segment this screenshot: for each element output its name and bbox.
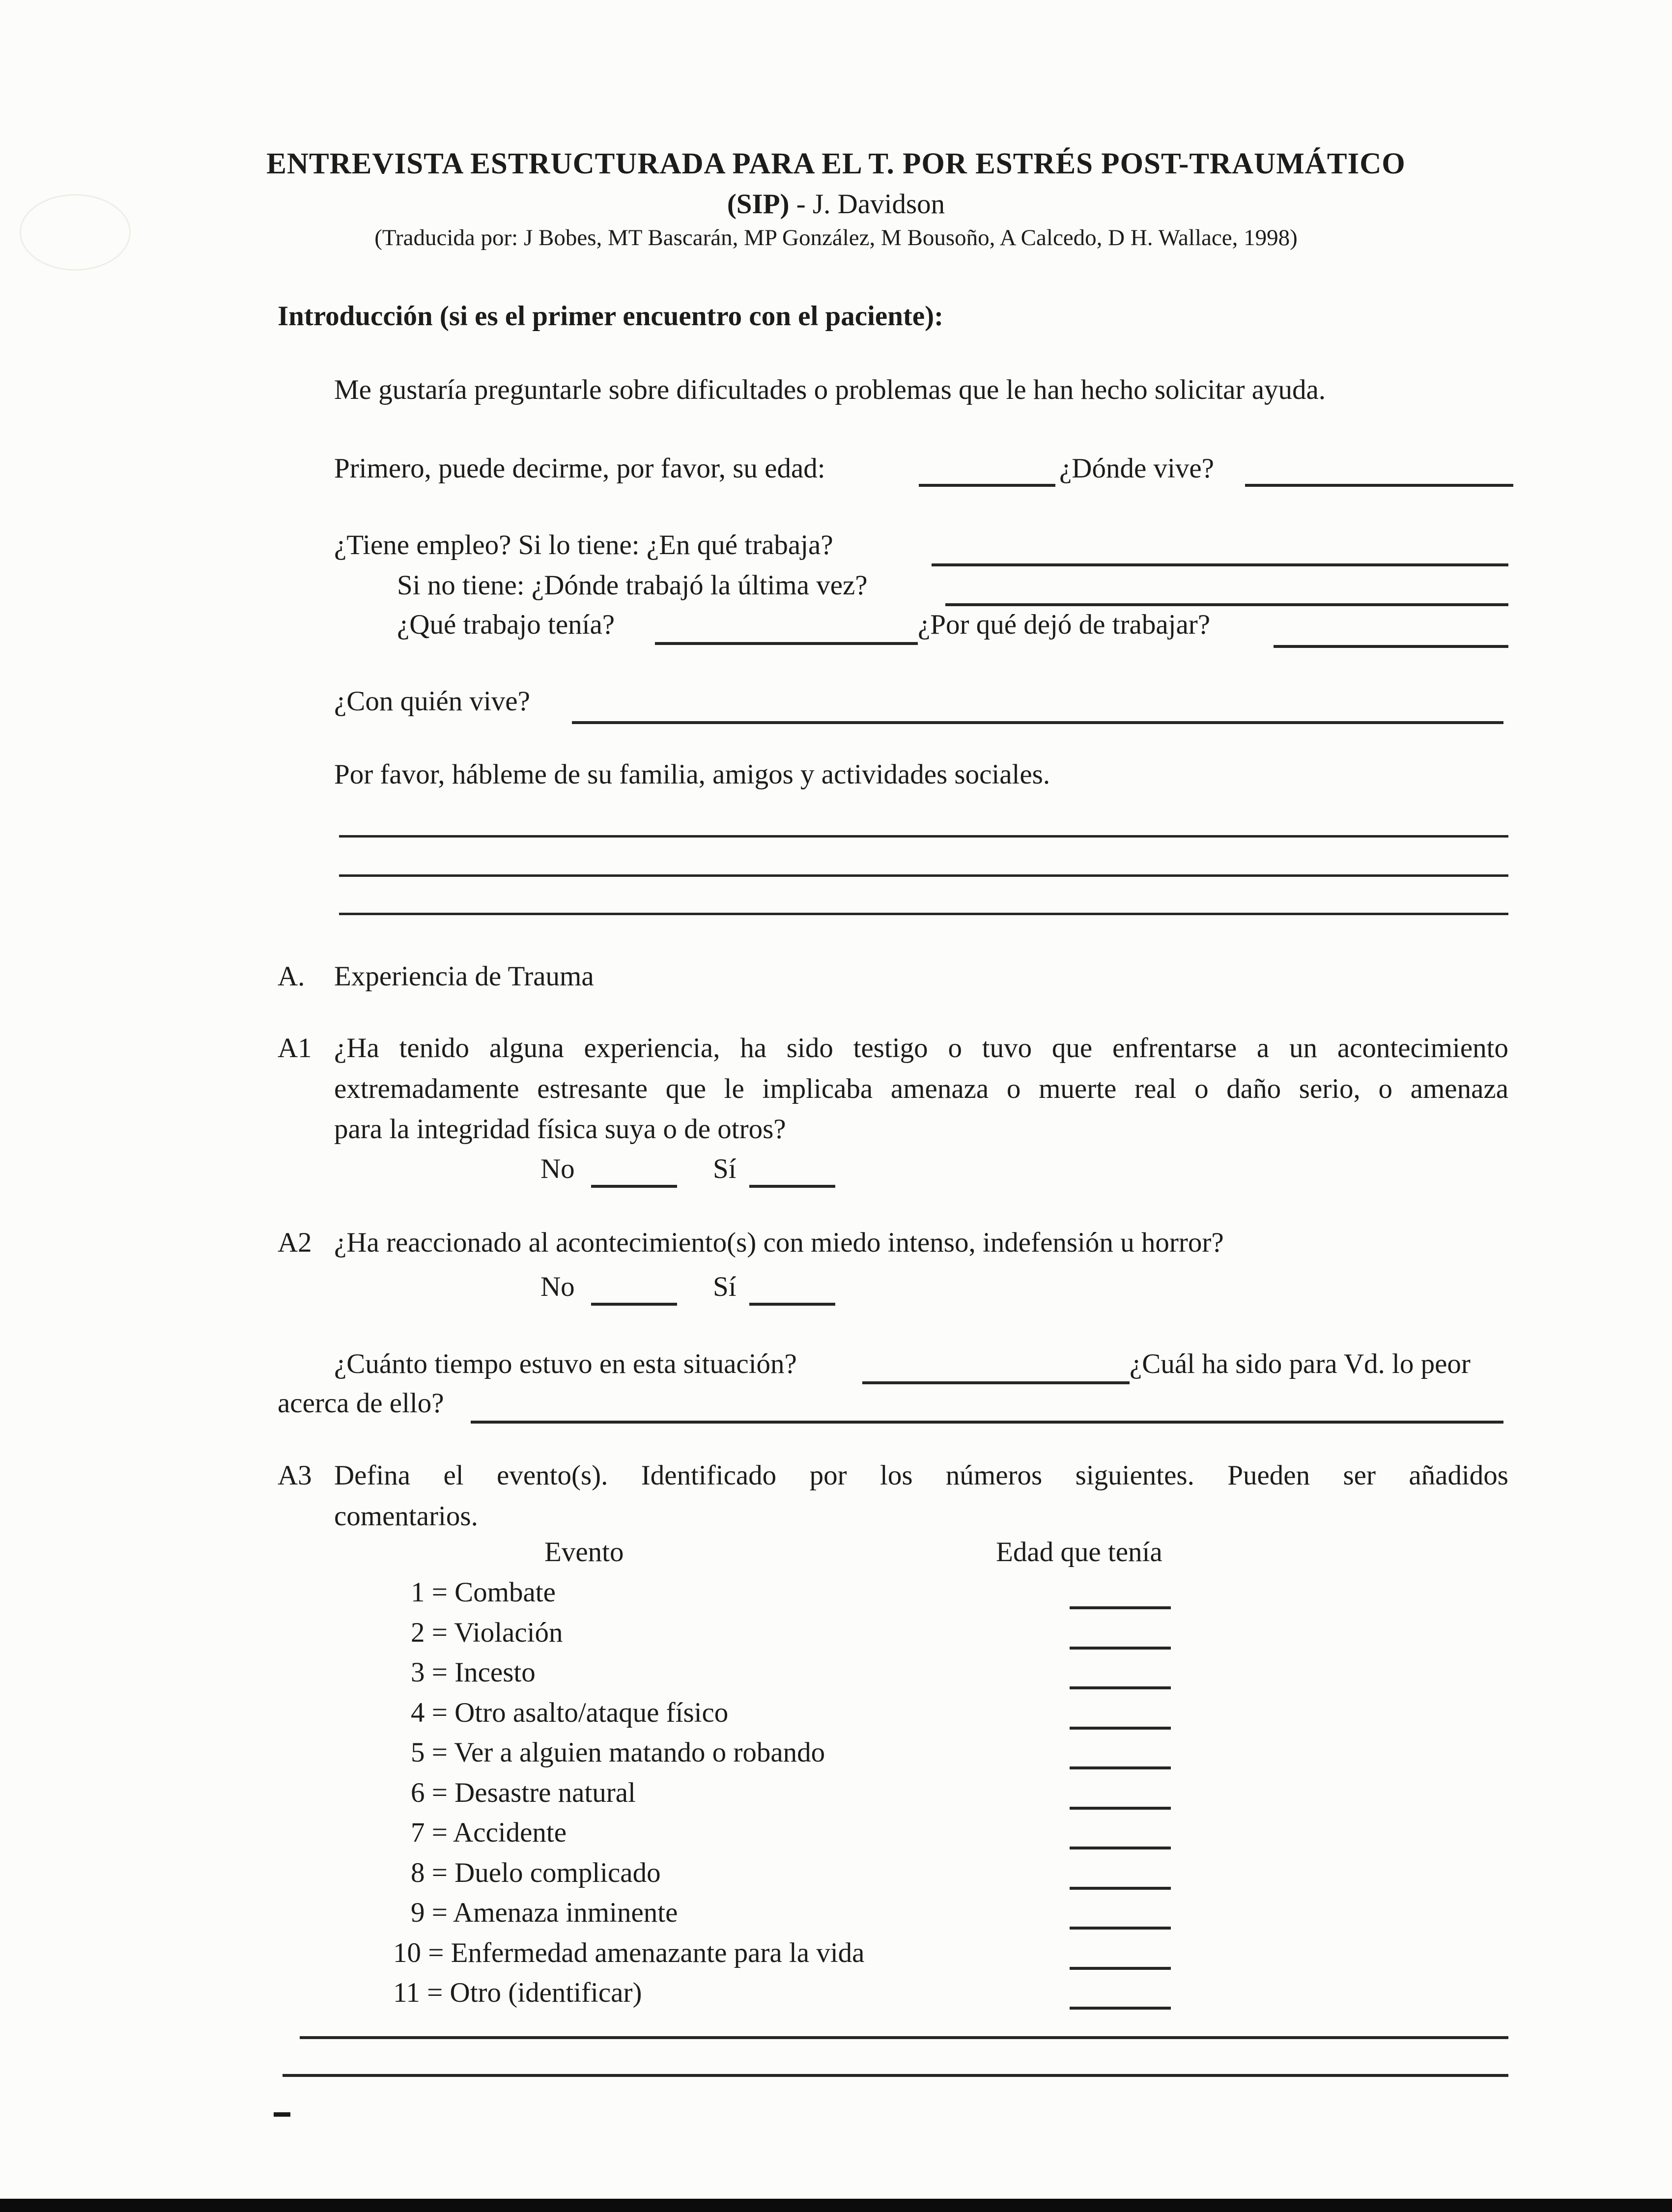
where-live-blank-line [1245,484,1513,487]
event-item-5: 5 = Ver a alguien matando o robando [411,1737,825,1768]
section-a-title: Experiencia de Trauma [334,961,594,992]
event-item-4: 4 = Otro asalto/ataque físico [411,1697,729,1728]
a2-question: ¿Ha reaccionado al acontecimiento(s) con miedo intenso, indefensión u horror? [334,1227,1224,1258]
notes-line-3 [339,913,1508,915]
event-item-7: 7 = Accidente [411,1817,567,1848]
notes-line-1 [339,835,1508,838]
a1-no-blank-line [591,1185,677,1188]
comments-line-1 [300,2036,1508,2039]
event-4-age-blank [1070,1727,1171,1730]
event-column-header: Evento [544,1537,624,1568]
a3-instruction-line2: comentarios. [334,1501,478,1532]
section-a-letter: A. [278,961,305,992]
event-item-6: 6 = Desastre natural [411,1777,636,1808]
where-live-label: ¿Dónde vive? [1059,453,1214,484]
event-item-3: 3 = Incesto [411,1657,536,1688]
event-2-age-blank [1070,1647,1171,1650]
age-blank-line [919,484,1055,487]
event-item-1: 1 = Combate [411,1577,556,1608]
event-6-age-blank [1070,1807,1171,1810]
event-10-age-blank [1070,1967,1171,1970]
event-item-11: 11 = Otro (identificar) [393,1977,642,2008]
event-11-age-blank [1070,2007,1171,2010]
intro-opening: Me gustaría preguntarle sobre dificultades o problemas que le han hecho solicitar ayuda. [334,374,1326,405]
a3-instruction-line1: Defina el evento(s). Identificado por los números siguientes. Pueden ser añadidos [334,1460,1508,1491]
why-left-label: ¿Por qué dejó de trabajar? [918,609,1211,640]
worst-blank-line [471,1421,1503,1424]
duration-question-label: ¿Cuánto tiempo estuvo en esta situación? [334,1348,797,1379]
event-item-2: 2 = Violación [411,1617,563,1648]
what-job-blank-line [655,642,918,645]
event-item-8: 8 = Duelo complicado [411,1857,661,1888]
item-a3-number: A3 [278,1460,312,1491]
what-job-label: ¿Qué trabajo tenía? [397,609,615,640]
a1-yes-label: Sí [713,1153,737,1184]
age-question-label: Primero, puede decirme, por favor, su edad: [334,453,825,484]
stray-mark [274,2112,290,2117]
scan-edge [0,2199,1672,2212]
live-with-label: ¿Con quién vive? [334,686,530,717]
a1-no-label: No [540,1153,575,1184]
comments-line-2 [283,2074,1508,2077]
event-5-age-blank [1070,1766,1171,1769]
age-column-header: Edad que tenía [996,1537,1162,1568]
a2-yes-blank-line [749,1303,835,1306]
intro-heading: Introducción (si es el primer encuentro con el paciente): [278,301,944,332]
event-8-age-blank [1070,1887,1171,1890]
a1-question-line1: ¿Ha tenido alguna experiencia, ha sido testigo o tuvo que enfrentarse a un acontecimiento [334,1033,1508,1064]
subtitle-author: - J. Davidson [796,189,945,220]
event-1-age-blank [1070,1606,1171,1609]
translators-credit: (Traducida por: J Bobes, MT Bascarán, MP González, M Bousoño, A Calcedo, D H. Wallace, 1998) [374,225,1298,251]
a2-no-label: No [540,1271,575,1302]
a1-yes-blank-line [749,1185,835,1188]
live-with-blank-line [572,721,1503,724]
event-item-10: 10 = Enfermedad amenazante para la vida [393,1937,865,1968]
worst-question-label-part2: acerca de ello? [278,1388,444,1419]
notes-line-2 [339,874,1508,877]
event-9-age-blank [1070,1927,1171,1930]
event-item-9: 9 = Amenaza inminente [411,1897,678,1928]
document-subtitle [0,189,1672,220]
item-a2-number: A2 [278,1227,312,1258]
a2-no-blank-line [591,1303,677,1306]
why-left-blank-line [1274,645,1508,648]
last-job-blank-line [945,603,1508,606]
no-employment-label: Si no tiene: ¿Dónde trabajó la última vez? [397,570,868,601]
a2-yes-label: Sí [713,1271,737,1302]
item-a1-number: A1 [278,1033,312,1064]
employment-blank-line [932,563,1508,566]
document-title: ENTREVISTA ESTRUCTURADA PARA EL T. POR ESTRÉS POST-TRAUMÁTICO [266,147,1406,180]
employment-question-label: ¿Tiene empleo? Si lo tiene: ¿En qué trabaja? [334,530,833,560]
event-3-age-blank [1070,1686,1171,1689]
event-7-age-blank [1070,1847,1171,1849]
a1-question-line3: para la integridad física suya o de otros? [334,1114,786,1145]
worst-question-label-part1: ¿Cuál ha sido para Vd. lo peor [1130,1348,1471,1379]
subtitle-acronym: (SIP) [727,189,790,220]
a1-question-line2: extremadamente estresante que le implicaba amenaza o muerte real o daño serio, o amenaza [334,1073,1508,1104]
family-prompt: Por favor, hábleme de su familia, amigos y actividades sociales. [334,759,1050,790]
duration-blank-line [862,1381,1130,1384]
